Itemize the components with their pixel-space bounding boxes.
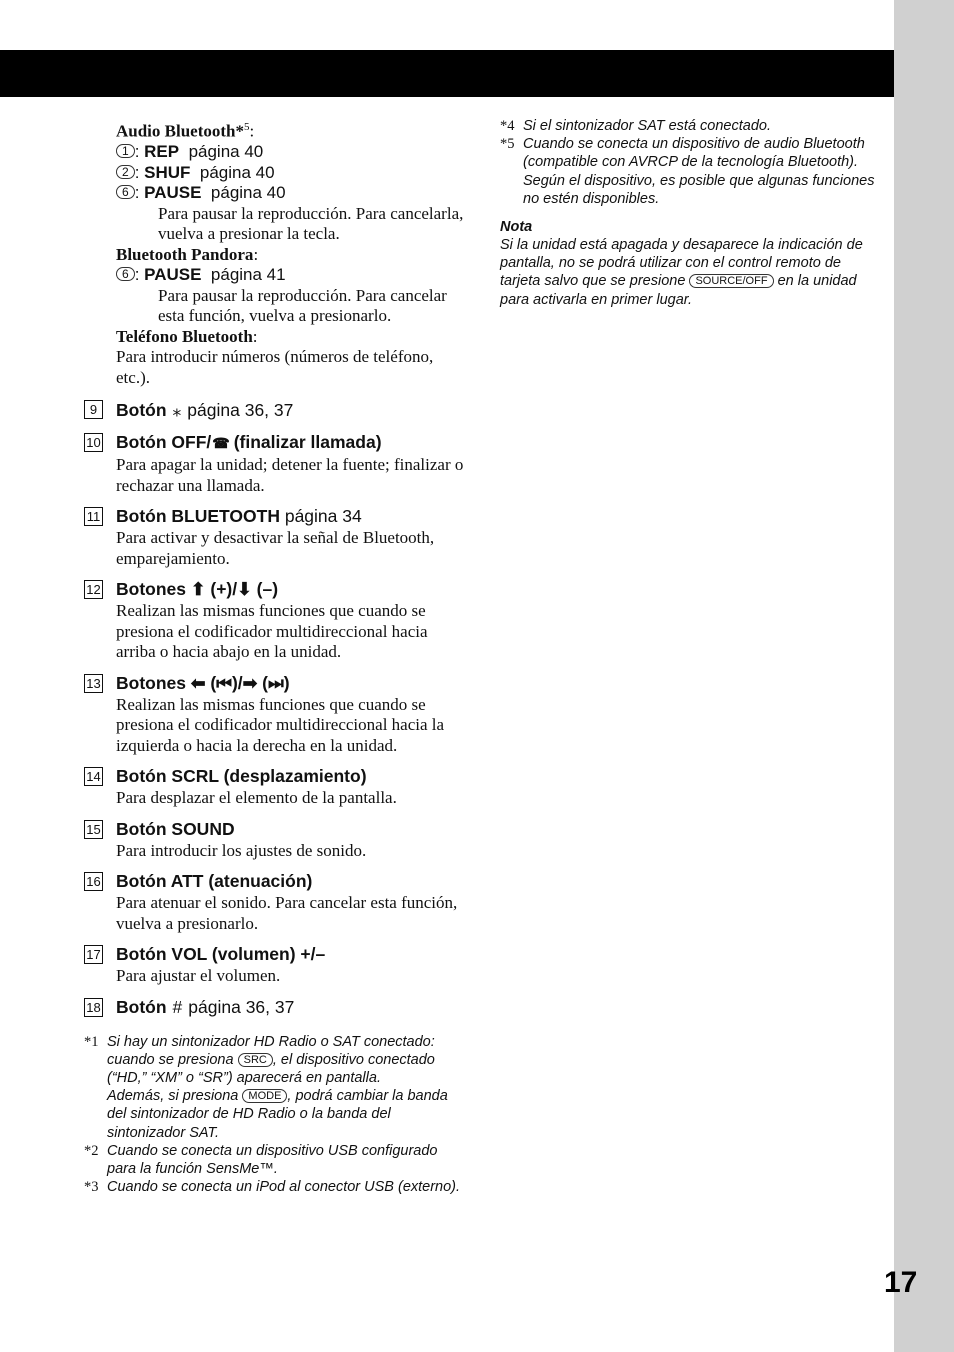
item-title [84, 398, 468, 422]
number-key: 6 [116, 185, 135, 199]
footnote-text: Cuando se conecta un dispositivo de audio Bluetooth (compatible con AVRCP de la tecnología Bluetooth). Según el dispositivo, es posible que algunas funciones no estén disponibles. [523, 136, 875, 207]
colon: : [249, 121, 255, 141]
footnote [500, 135, 885, 208]
page-ref: página 40 [210, 183, 286, 203]
note-text-part: Si la unidad está apagada y desaparece la indicación de pantalla, no se podrá utilizar con el control remoto de tarjeta salvo que se presione [500, 237, 863, 290]
list-item [84, 869, 468, 934]
asterisk-icon: ⁎ [172, 400, 182, 421]
note-heading: Nota [500, 219, 533, 236]
phone-heading [84, 327, 468, 348]
item-description: Realizan las mismas funciones que cuando se presiona el codificador multidireccional hacia arriba o hacia abajo en la unidad. [116, 601, 428, 662]
note-text [500, 236, 885, 309]
footnote-text-part: Además, si presiona [107, 1088, 239, 1105]
list-item [84, 671, 468, 757]
list-item [84, 577, 468, 663]
command-label: PAUSE [144, 183, 202, 203]
item-number: 14 [84, 767, 103, 786]
item-number: 13 [84, 674, 103, 693]
item-description: Para introducir los ajustes de sonido. [116, 840, 367, 860]
item-title [84, 995, 468, 1019]
item-number: 10 [84, 433, 103, 452]
list-item [84, 995, 468, 1019]
footnote-mark: *2 [84, 1142, 99, 1159]
item-description: Para ajustar el volumen. [116, 966, 281, 986]
footnote-text: Si el sintonizador SAT está conectado. [523, 118, 771, 134]
item-description: Para desplazar el elemento de la pantalla. [116, 788, 397, 808]
item-title [84, 430, 468, 455]
item-description: Para activar y desactivar la señal de Bluetooth, emparejamiento. [116, 528, 435, 568]
list-item [84, 817, 468, 862]
item-title-text: Botón BLUETOOTH [116, 506, 280, 527]
source-off-key: SOURCE/OFF [689, 274, 773, 288]
footnote-text-part: , podrá cambiar la banda del sintonizador de HD Radio o la banda del sintonizador SAT. [107, 1088, 448, 1141]
item-title-text: Botón [116, 996, 167, 1017]
item-number: 17 [84, 945, 103, 964]
item-number: 9 [84, 400, 103, 419]
phone-description: Para introducir números (números de teléfono, etc.). [116, 347, 434, 387]
item-title: Botón SCRL (desplazamiento) [116, 766, 367, 787]
phone-title: Teléfono Bluetooth [116, 326, 253, 346]
footnote-text: Cuando se conecta un dispositivo USB configurado para la función SensMe™. [107, 1142, 438, 1178]
list-item [84, 398, 468, 422]
command-label: SHUF [144, 162, 191, 182]
audio-bluetooth-title: Audio Bluetooth* [116, 121, 244, 141]
remote-key-row: 2 : SHUF página 40 [84, 163, 468, 184]
footnote-mark: *3 [84, 1179, 99, 1196]
item-number: 15 [84, 820, 103, 839]
footnote [84, 1178, 468, 1196]
command-label: PAUSE [144, 265, 202, 285]
page-ref: página 40 [188, 142, 264, 162]
footnote [84, 1033, 468, 1142]
page-ref: página 36, 37 [187, 400, 294, 421]
footnote-ref-5: 5 [244, 121, 250, 133]
audio-bluetooth-heading [84, 117, 468, 142]
item-title-text: Botón OFF/ [116, 432, 212, 453]
item-number: 18 [84, 998, 103, 1017]
item-description: Para atenuar el sonido. Para cancelar esta función, vuelva a presionarlo. [116, 893, 458, 933]
footnote-text-part: , el dispositivo conectado (“HD,” “XM” o “SR”) aparecerá en pantalla. [107, 1051, 435, 1087]
item-title-suffix: (finalizar llamada) [233, 432, 382, 453]
page-number: 17 [884, 1266, 918, 1299]
item-title: Botón ATT (atenuación) [116, 871, 313, 892]
footnote-text-part: Si hay un sintonizador HD Radio o SAT conectado: cuando se presiona [107, 1033, 435, 1068]
footnote-text [84, 1033, 468, 1142]
pandora-title: Bluetooth Pandora [116, 244, 254, 264]
footnote [84, 1142, 468, 1178]
footnote-mark: *4 [500, 118, 515, 134]
left-column [84, 117, 468, 1196]
remote-key-row: 6 : PAUSE página 41 [84, 265, 468, 286]
list-item [84, 430, 468, 496]
number-key: 1 [116, 144, 135, 158]
colon: : [253, 244, 259, 264]
item-number: 16 [84, 872, 103, 891]
command-label: REP [144, 142, 180, 162]
mode-key: MODE [242, 1089, 287, 1103]
hang-up-icon: ☎ [212, 435, 230, 452]
list-item [84, 504, 468, 569]
page-ref: página 40 [199, 162, 275, 182]
item-description: Realizan las mismas funciones que cuando se presiona el codificador multidireccional hacia la izquierda o hacia la derecha en la unidad. [116, 694, 445, 755]
footnote-text: Cuando se conecta un iPod al conector USB (externo). [107, 1179, 461, 1196]
item-title: Botón SOUND [116, 818, 235, 839]
hash-icon: # [172, 996, 183, 1017]
list-item [84, 764, 468, 809]
pandora-description: Para pausar la reproducción. Para cancelar esta función, vuelva a presionarlo. [158, 285, 447, 326]
page-ref: página 41 [210, 265, 286, 285]
remote-key-row: 1 : REP página 40 [84, 142, 468, 163]
page-ref: página 34 [284, 506, 362, 527]
item-number: 11 [84, 507, 103, 526]
item-number: 12 [84, 580, 103, 599]
note-text-part: en la unidad para activarla en primer lugar. [500, 273, 857, 308]
footnote [500, 117, 885, 135]
item-title [84, 504, 468, 528]
src-key: SRC [238, 1053, 273, 1067]
item-title-text: Botón [116, 400, 167, 421]
item-title: Botón VOL (volumen) +/– [116, 944, 326, 965]
colon: : [252, 326, 258, 346]
number-key: 2 [116, 165, 135, 179]
header-band [0, 50, 894, 97]
pause-description: Para pausar la reproducción. Para cancelarla, vuelva a presionar la tecla. [158, 203, 464, 244]
pandora-heading [84, 245, 468, 266]
footnote-mark: *5 [500, 136, 515, 153]
number-key: 6 [116, 267, 135, 281]
page-ref: página 36, 37 [188, 996, 295, 1017]
list-item [84, 942, 468, 987]
item-title: Botones ⬅ (⏮)/➡ (⏭) [116, 672, 290, 693]
right-column [500, 117, 885, 309]
footnote-mark: *1 [84, 1033, 99, 1050]
item-title: Botones ⬆ (+)/⬇ (–) [116, 579, 279, 600]
item-description: Para apagar la unidad; detener la fuente; finalizar o rechazar una llamada. [116, 455, 464, 495]
page-edge-tab [894, 0, 954, 1352]
remote-key-row: 6 : PAUSE página 40 [84, 183, 468, 204]
